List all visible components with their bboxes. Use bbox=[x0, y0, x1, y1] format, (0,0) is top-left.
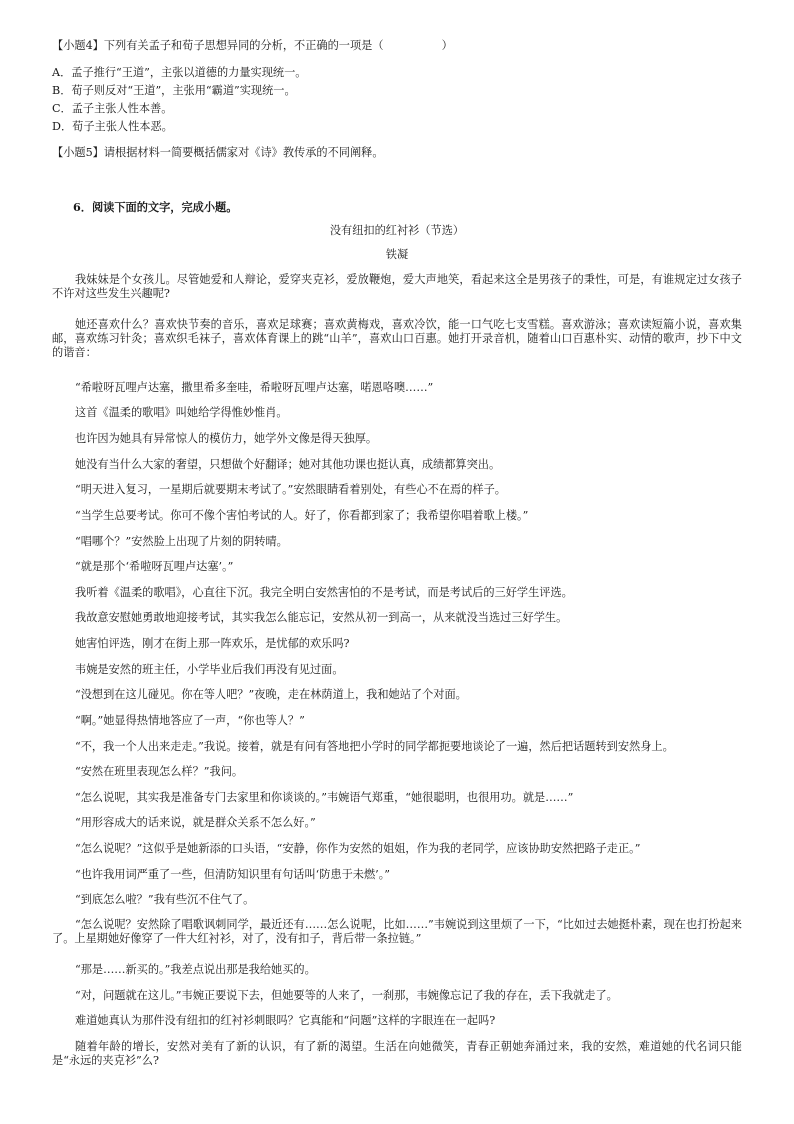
paragraph-3: “希啦呀瓦哩卢达塞，撒里希多奎哇，希啦呀瓦哩卢达塞，喏恩咯噢……” bbox=[75, 381, 434, 394]
q5-stem: 【小题5】请根据材料一简要概括儒家对《诗》教传承的不同阐释。 bbox=[52, 146, 384, 159]
q4-option-a: A．孟子推行“王道”，主张以道德的力量实现统一。 bbox=[52, 66, 307, 79]
paragraph-13: 她害怕评选，刚才在街上那一阵欢乐，是忧郁的欢乐吗? bbox=[75, 637, 350, 650]
paragraph-12: 我故意安慰她勇敢地迎接考试，其实我怎么能忘记，安然从初一到高一，从来就没当选过三好学生。 bbox=[75, 611, 568, 624]
paragraph-21: “怎么说呢？”这似乎是她新添的口头语，“安静，你作为安然的姐姐，作为我的老同学，应该协助安然把路子走正。” bbox=[75, 842, 641, 855]
paragraph-18: “安然在班里表现怎么样？”我问。 bbox=[75, 765, 244, 778]
article-author: 铁凝 bbox=[385, 248, 409, 261]
paragraph-20: “用形容成大的话来说，就是群众关系不怎么好。” bbox=[75, 816, 316, 829]
q4-stem bbox=[52, 39, 742, 53]
paragraph-15: “没想到在这儿碰见。你在等人吧？”夜晚，走在林荫道上，我和她站了个对面。 bbox=[75, 688, 467, 701]
paragraph-8: “当学生总要考试。你可不像个害怕考试的人。好了，你看都到家了；我希望你唱着歌上楼。” bbox=[75, 509, 529, 522]
paragraph-2: 她还喜欢什么？喜欢快节奏的音乐，喜欢足球赛；喜欢黄梅戏，喜欢冷饮，能一口气吃七支雪糕。喜欢游泳；喜欢读短篇小说，喜欢集邮，喜欢练习针灸；喜欢织毛袜子，喜欢体育课上的跳“山羊”，喜欢山口百惠。她打开录音机，随着山口百惠朴实、动情的歌声，抄下中文的谐音： bbox=[52, 318, 742, 359]
paragraph-9: “唱哪个？”安然脸上出现了片刻的阴转晴。 bbox=[75, 535, 288, 548]
paragraph-17: “不，我一个人出来走走。”我说。接着，就是有问有答地把小学时的同学都扼要地谈论了一遍，然后把话题转到安然身上。 bbox=[75, 740, 674, 753]
paragraph-5: 也许因为她具有异常惊人的模仿力，她学外文像是得天独厚。 bbox=[75, 432, 378, 445]
paragraph-28: 随着年龄的增长，安然对美有了新的认识，有了新的渴望。生活在向她微笑，青春正朝她奔涌过来，我的安然，难道她的代名词只能是“永远的夹克衫”么? bbox=[52, 1040, 742, 1067]
q4-stem-close: ） bbox=[441, 39, 453, 52]
paragraph-16: “啊。”她显得热情地答应了一声，“你也等人？” bbox=[75, 714, 305, 727]
paragraph-4: 这首《温柔的歌唱》叫她给学得惟妙惟肖。 bbox=[75, 406, 288, 419]
q4-option-c: C．孟子主张人性本善。 bbox=[52, 102, 173, 115]
paragraph-11: 我听着《温柔的歌唱》，心直往下沉。我完全明白安然害怕的不是考试，而是考试后的三好学生评选。 bbox=[75, 586, 573, 599]
paragraph-25: “那是……新买的。”我差点说出那是我给她买的。 bbox=[75, 963, 316, 976]
q6-heading: 6．阅读下面的文字，完成小题。 bbox=[73, 200, 238, 214]
paragraph-6: 她没有当什么大家的奢望，只想做个好翻译；她对其他功课也挺认真，成绩都算突出。 bbox=[75, 458, 501, 471]
q4-option-b: B．荀子则反对“王道”，主张用“霸道”实现统一。 bbox=[52, 84, 296, 97]
paragraph-23: “到底怎么啦？”我有些沉不住气了。 bbox=[75, 893, 255, 906]
paragraph-24: “怎么说呢？安然除了唱歌讽刺同学，最近还有……怎么说呢，比如……”韦婉说到这里烦了一下，“比如过去她挺朴素，现在也打扮起来了。上星期她好像穿了一件大红衬衫，对了，没有扣子，背后带一条拉链。” bbox=[52, 918, 742, 945]
paragraph-26: “对，问题就在这儿。”韦婉正要说下去，但她要等的人来了，一刹那，韦婉像忘记了我的存在，丢下我就走了。 bbox=[75, 989, 618, 1002]
paragraph-7: “明天进入复习，一星期后就要期末考试了。”安然眼睛看着别处，有些心不在焉的样子。 bbox=[75, 483, 506, 496]
q4-option-d: D．荀子主张人性本恶。 bbox=[52, 120, 173, 133]
paragraph-1: 我妹妹是个女孩儿。尽管她爱和人辩论，爱穿夹克衫，爱放鞭炮，爱大声地笑，看起来这全是男孩子的秉性，可是，有谁规定过女孩子不许对这些发生兴趣呢? bbox=[52, 273, 742, 300]
paragraph-27: 难道她真认为那件没有纽扣的红衬衫刺眼吗？它真能和“问题”这样的字眼连在一起吗? bbox=[75, 1014, 496, 1027]
paragraph-22: “也许我用词严重了一些，但清防知识里有句话叫‘防患于未燃’。” bbox=[75, 868, 391, 881]
article-title: 没有纽扣的红衬衫（节选） bbox=[329, 224, 465, 237]
paragraph-14: 韦婉是安然的班主任，小学毕业后我们再没有见过面。 bbox=[75, 663, 344, 676]
paragraph-19: “怎么说呢，其实我是准备专门去家里和你谈谈的。”韦婉语气郑重，“她很聪明，也很用功。就是……” bbox=[75, 791, 574, 804]
paragraph-10: “就是那个‘希啦呀瓦哩卢达塞’。” bbox=[75, 560, 234, 573]
q4-stem-text: 【小题4】下列有关孟子和荀子思想异同的分析，不正确的一项是（ bbox=[52, 39, 384, 52]
